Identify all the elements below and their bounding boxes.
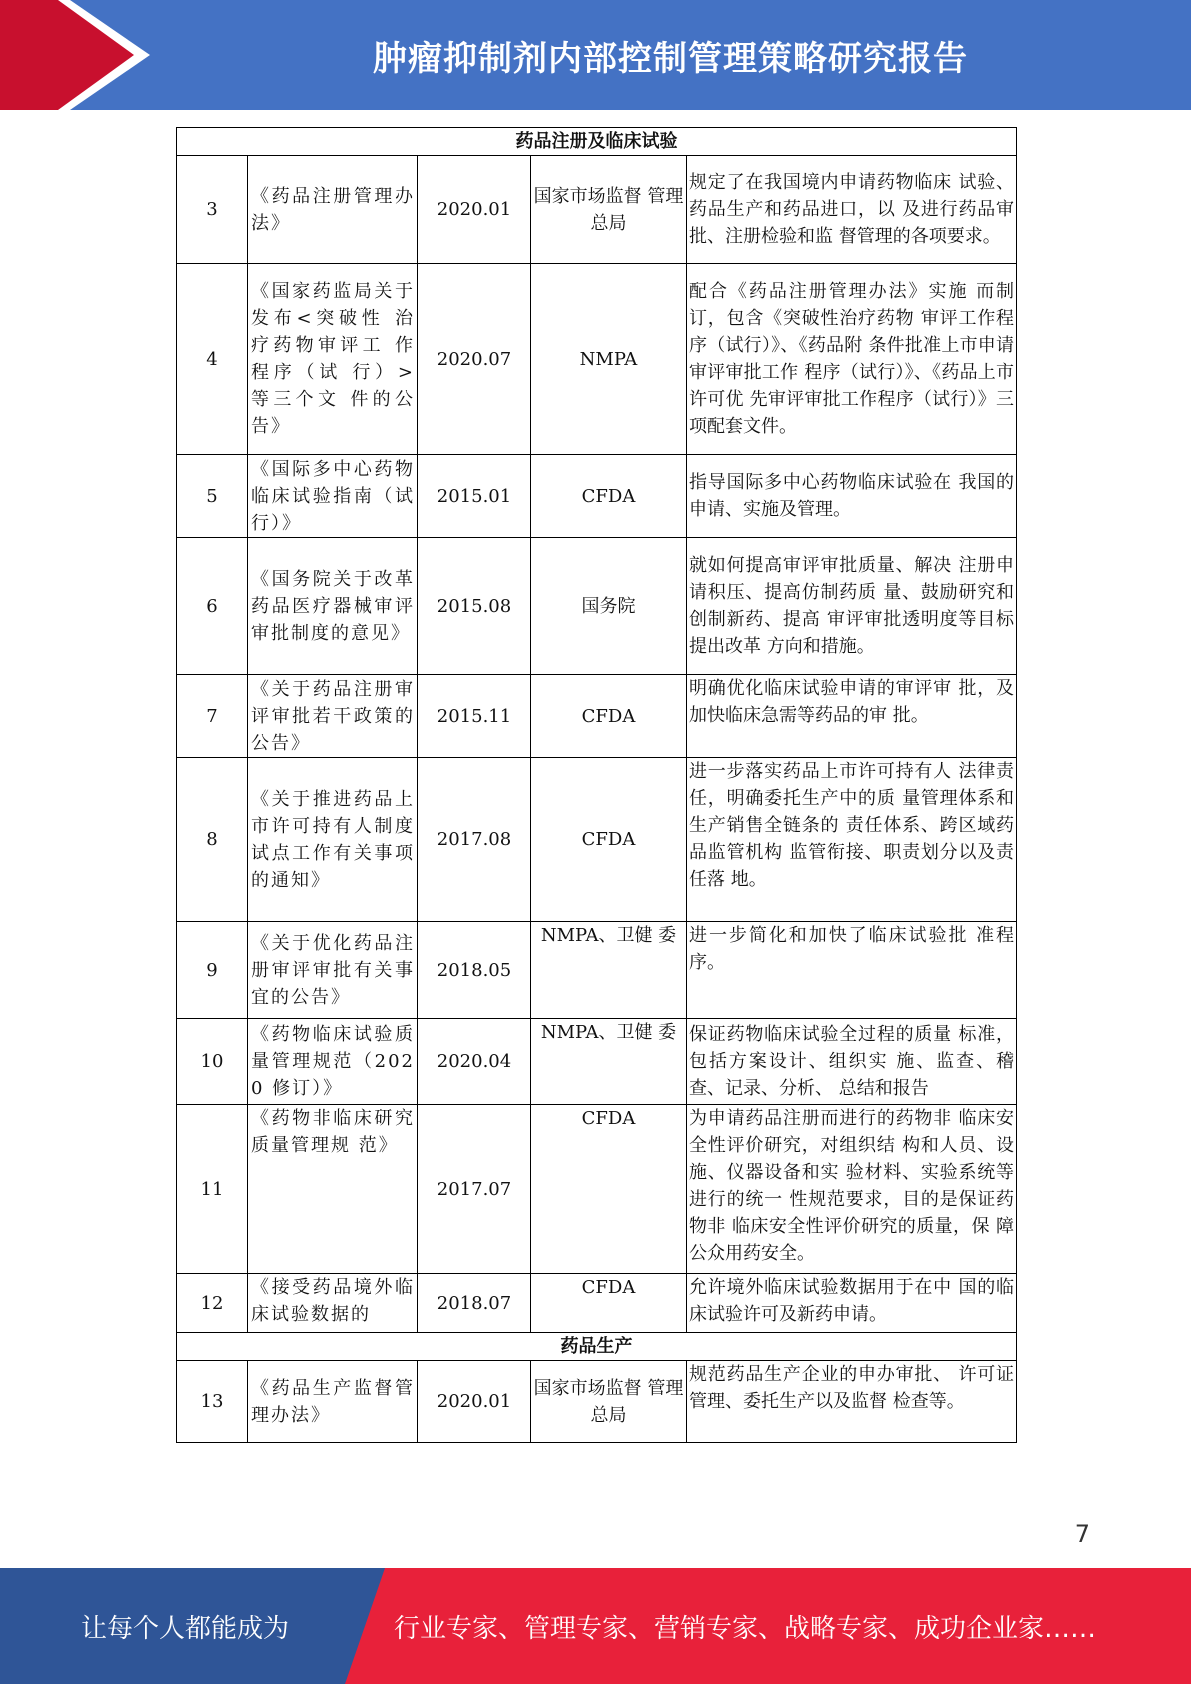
issuing-authority: NMPA、卫健 委 [531, 922, 687, 1019]
regulation-description: 明确优化临床试验申请的审评审 批，及加快临床急需等药品的审 批。 [687, 675, 1017, 758]
issue-date: 2015.11 [418, 675, 531, 758]
issuing-authority: CFDA [531, 1274, 687, 1333]
regulation-description: 指导国际多中心药物临床试验在 我国的申请、实施及管理。 [687, 455, 1017, 538]
regulation-name: 《关于优化药品注册审评审批有关事宜的公告》 [248, 922, 418, 1019]
issuing-authority: NMPA [531, 264, 687, 455]
issue-date: 2020.07 [418, 264, 531, 455]
issuing-authority: 国务院 [531, 538, 687, 675]
row-number: 11 [177, 1105, 248, 1274]
regulation-name: 《关于推进药品上市许可持有人制度试点工作有关事项的通知》 [248, 758, 418, 922]
issue-date: 2018.07 [418, 1274, 531, 1333]
header-arrow-decoration [0, 0, 150, 110]
regulation-name: 《药品注册管理办法》 [248, 156, 418, 264]
issue-date: 2015.08 [418, 538, 531, 675]
issue-date: 2020.01 [418, 1361, 531, 1443]
page-number: 7 [1074, 1520, 1090, 1548]
regulation-name: 《国务院关于改革药品医疗器械审评审批制度的意见》 [248, 538, 418, 675]
row-number: 6 [177, 538, 248, 675]
footer-slogan-left: 让每个人都能成为 [80, 1613, 289, 1644]
row-number: 8 [177, 758, 248, 922]
row-number: 10 [177, 1019, 248, 1105]
regulation-name: 《接受药品境外临床试验数据的 [248, 1274, 418, 1333]
table-row [177, 455, 1017, 538]
table-row [177, 1274, 1017, 1333]
regulation-description: 进一步落实药品上市许可持有人 法律责任，明确委托生产中的质 量管理体系和生产销售全链条的 责任体系、跨区域药品监管机构 监管衔接、职责划分以及责任落 地。 [687, 758, 1017, 922]
row-number: 13 [177, 1361, 248, 1443]
issuing-authority: 国家市场监督 管理总局 [531, 156, 687, 264]
issuing-authority: CFDA [531, 1105, 687, 1274]
table-row [177, 1105, 1017, 1274]
regulation-description: 就如何提高审评审批质量、解决 注册申请积压、提高仿制药质 量、鼓励研究和创制新药、提高 审评审批透明度等目标提出改革 方向和措施。 [687, 538, 1017, 675]
regulation-table [176, 127, 1016, 1443]
table-row [177, 264, 1017, 455]
report-title: 肿瘤抑制剂内部控制管理策略研究报告 [373, 38, 968, 79]
issuing-authority: CFDA [531, 455, 687, 538]
section-header [177, 1333, 1017, 1361]
row-number: 5 [177, 455, 248, 538]
issue-date: 2017.07 [418, 1105, 531, 1274]
regulation-description: 保证药物临床试验全过程的质量 标准，包括方案设计、组织实 施、监查、稽查、记录、分析、 总结和报告 [687, 1019, 1017, 1105]
row-number: 12 [177, 1274, 248, 1333]
regulation-description: 规定了在我国境内申请药物临床 试验、药品生产和药品进口，以 及进行药品审批、注册检验和监 督管理的各项要求。 [687, 156, 1017, 264]
regulation-name: 《药品生产监督管理办法》 [248, 1361, 418, 1443]
regulation-name: 《关于药品注册审评审批若干政策的公告》 [248, 675, 418, 758]
issuing-authority: CFDA [531, 758, 687, 922]
footer-slogan-right: 行业专家、管理专家、营销专家、战略专家、成功企业家…… [393, 1613, 1096, 1644]
row-number: 9 [177, 922, 248, 1019]
table-row [177, 758, 1017, 922]
issuing-authority: 国家市场监督 管理总局 [531, 1361, 687, 1443]
page-footer [0, 1568, 1191, 1684]
row-number: 7 [177, 675, 248, 758]
regulation-name: 《国际多中心药物临床试验指南（试行）》 [248, 455, 418, 538]
regulation-description: 配合《药品注册管理办法》实施 而制订，包含《突破性治疗药物 审评工作程序（试行）》、《药品附 条件批准上市申请审评审批工作 程序（试行）》、《药品上市许可优 先审评审批工作程序（试行）》三 项配套文件。 [687, 264, 1017, 455]
table-row [177, 675, 1017, 758]
table-row [177, 156, 1017, 264]
section-title: 药品生产 [177, 1333, 1017, 1361]
issue-date: 2020.04 [418, 1019, 531, 1105]
regulation-name: 《药物临床试验质量管理规范（2020 修订）》 [248, 1019, 418, 1105]
issue-date: 2018.05 [418, 922, 531, 1019]
section-title: 药品注册及临床试验 [177, 128, 1017, 156]
issuing-authority: CFDA [531, 675, 687, 758]
table-row [177, 922, 1017, 1019]
regulation-description: 规范药品生产企业的申办审批、 许可证管理、委托生产以及监督 检查等。 [687, 1361, 1017, 1443]
section-header [177, 128, 1017, 156]
regulation-description: 进一步简化和加快了临床试验批 准程序。 [687, 922, 1017, 1019]
regulation-name: 《国家药监局关于发布<突破性 治疗药物审评工 作程序（试 行）>等三个文 件的公告》 [248, 264, 418, 455]
table-row [177, 1019, 1017, 1105]
table-row [177, 1361, 1017, 1443]
row-number: 4 [177, 264, 248, 455]
regulation-name: 《药物非临床研究质量管理规 范》 [248, 1105, 418, 1274]
table-row [177, 538, 1017, 675]
issue-date: 2015.01 [418, 455, 531, 538]
row-number: 3 [177, 156, 248, 264]
regulation-description: 为申请药品注册而进行的药物非 临床安全性评价研究，对组织结 构和人员、设施、仪器设备和实 验材料、实验系统等进行的统一 性规范要求，目的是保证药物非 临床安全性评价研究的质量，保 障公众用药安全。 [687, 1105, 1017, 1274]
issue-date: 2020.01 [418, 156, 531, 264]
issue-date: 2017.08 [418, 758, 531, 922]
issuing-authority: NMPA、卫健 委 [531, 1019, 687, 1105]
regulation-description: 允许境外临床试验数据用于在中 国的临床试验许可及新药申请。 [687, 1274, 1017, 1333]
page-header [0, 0, 1191, 110]
